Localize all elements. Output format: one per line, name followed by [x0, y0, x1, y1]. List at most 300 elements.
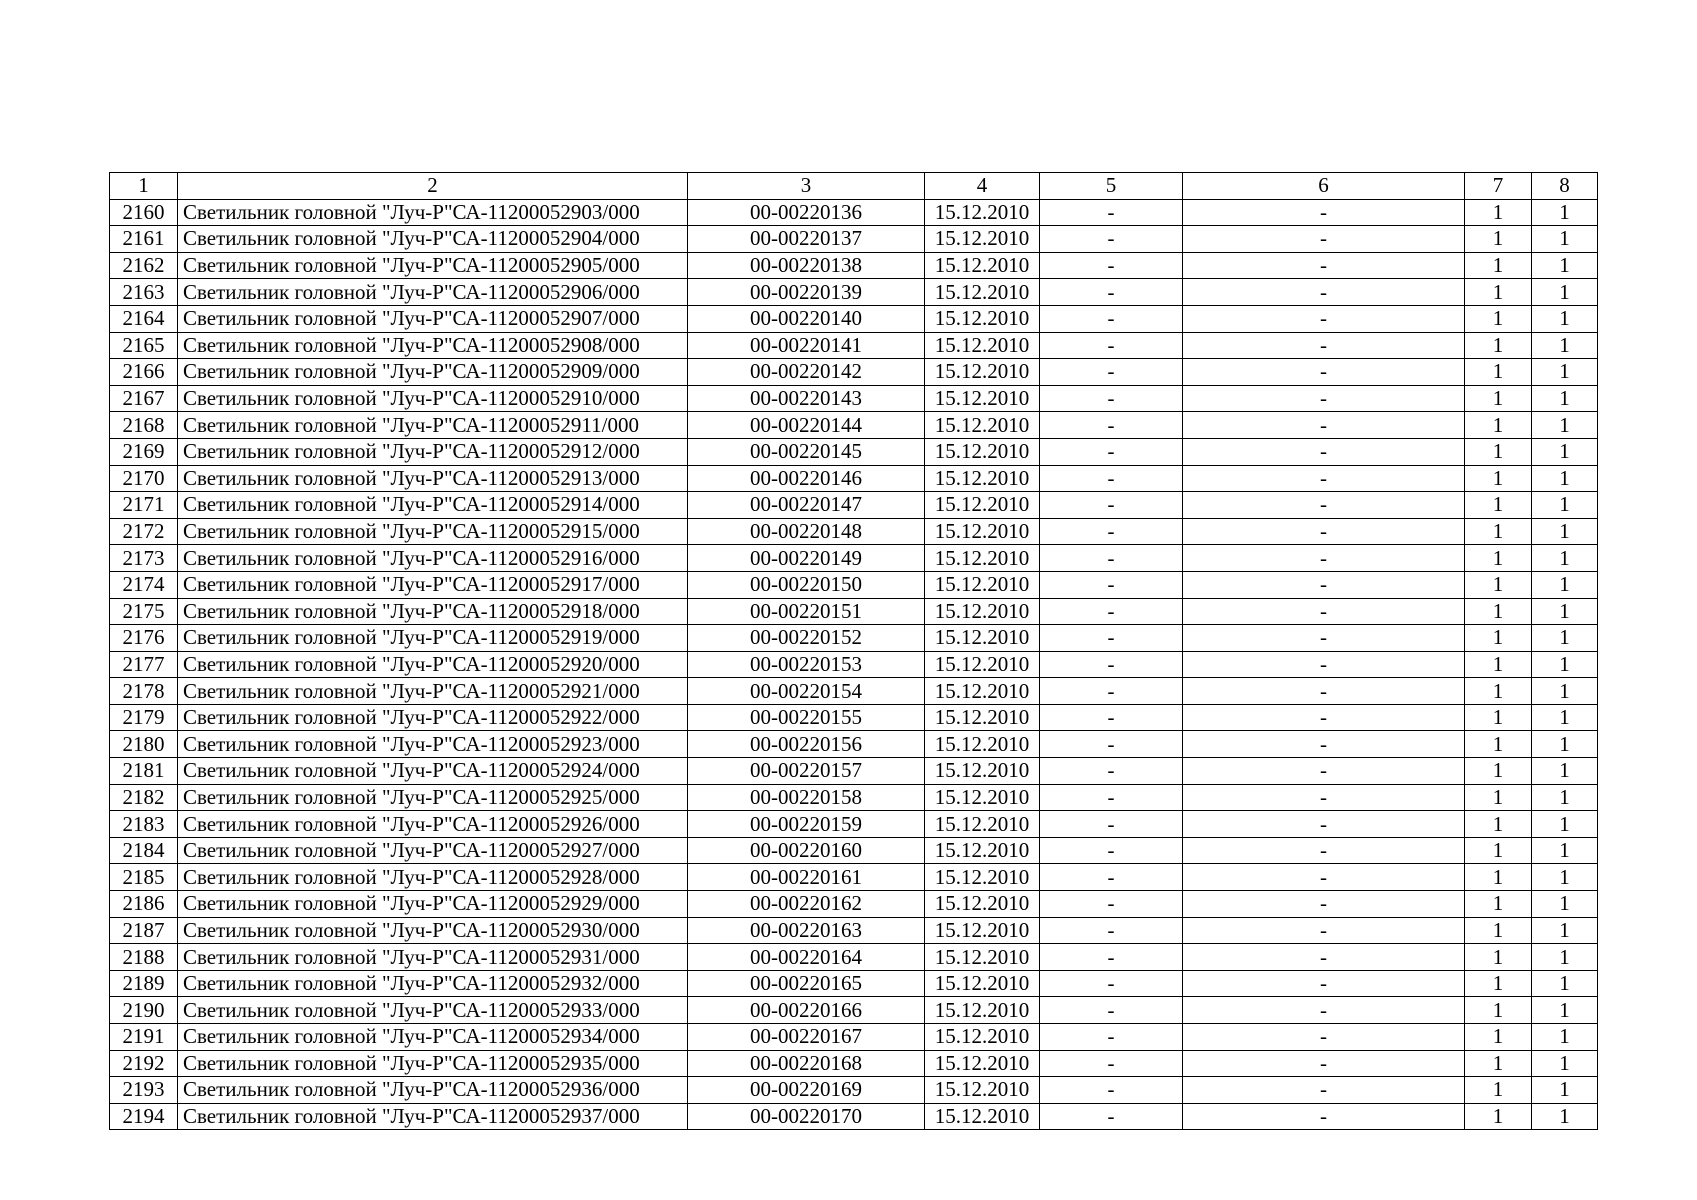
item-name-cell: Светильник головной "Луч-Р"СА-11200052906/000	[178, 279, 688, 306]
row-number-cell: 2164	[110, 305, 178, 332]
col-7-value-cell: 1	[1465, 332, 1532, 359]
row-number-cell: 2191	[110, 1024, 178, 1051]
col-8-value-cell: 1	[1532, 598, 1598, 625]
row-number-cell: 2173	[110, 545, 178, 572]
date-cell: 15.12.2010	[925, 758, 1040, 785]
col-5-value-cell: -	[1040, 837, 1183, 864]
item-name-cell: Светильник головной "Луч-Р"СА-11200052916/000	[178, 545, 688, 572]
inventory-number-cell: 00-00220154	[688, 678, 925, 705]
col-5-value-cell: -	[1040, 571, 1183, 598]
table-row	[110, 199, 1598, 226]
col-8-value-cell: 1	[1532, 252, 1598, 279]
date-cell: 15.12.2010	[925, 864, 1040, 891]
header-cell-col-7: 7	[1465, 173, 1532, 200]
col-7-value-cell: 1	[1465, 731, 1532, 758]
inventory-number-cell: 00-00220167	[688, 1024, 925, 1051]
table-row	[110, 944, 1598, 971]
table-row	[110, 332, 1598, 359]
inventory-number-cell: 00-00220137	[688, 226, 925, 253]
col-8-value-cell: 1	[1532, 359, 1598, 386]
row-number-cell: 2165	[110, 332, 178, 359]
col-7-value-cell: 1	[1465, 279, 1532, 306]
col-5-value-cell: -	[1040, 917, 1183, 944]
row-number-cell: 2167	[110, 385, 178, 412]
col-8-value-cell: 1	[1532, 758, 1598, 785]
col-5-value-cell: -	[1040, 678, 1183, 705]
col-5-value-cell: -	[1040, 625, 1183, 652]
col-6-value-cell: -	[1183, 412, 1465, 439]
col-6-value-cell: -	[1183, 891, 1465, 918]
date-cell: 15.12.2010	[925, 1077, 1040, 1104]
item-name-cell: Светильник головной "Луч-Р"СА-11200052927/000	[178, 837, 688, 864]
date-cell: 15.12.2010	[925, 1103, 1040, 1130]
date-cell: 15.12.2010	[925, 545, 1040, 572]
table-row	[110, 704, 1598, 731]
row-number-cell: 2187	[110, 917, 178, 944]
table-row	[110, 1050, 1598, 1077]
header-cell-col-6: 6	[1183, 173, 1465, 200]
col-5-value-cell: -	[1040, 651, 1183, 678]
row-number-cell: 2176	[110, 625, 178, 652]
col-8-value-cell: 1	[1532, 704, 1598, 731]
table-row	[110, 412, 1598, 439]
inventory-number-cell: 00-00220143	[688, 385, 925, 412]
inventory-number-cell: 00-00220170	[688, 1103, 925, 1130]
col-8-value-cell: 1	[1532, 385, 1598, 412]
row-number-cell: 2177	[110, 651, 178, 678]
inventory-number-cell: 00-00220155	[688, 704, 925, 731]
col-6-value-cell: -	[1183, 359, 1465, 386]
header-cell-col-8: 8	[1532, 173, 1598, 200]
table-row	[110, 359, 1598, 386]
item-name-cell: Светильник головной "Луч-Р"СА-11200052924/000	[178, 758, 688, 785]
table-row	[110, 625, 1598, 652]
col-6-value-cell: -	[1183, 199, 1465, 226]
col-5-value-cell: -	[1040, 811, 1183, 838]
col-6-value-cell: -	[1183, 438, 1465, 465]
date-cell: 15.12.2010	[925, 332, 1040, 359]
table-row	[110, 305, 1598, 332]
col-8-value-cell: 1	[1532, 917, 1598, 944]
inventory-number-cell: 00-00220151	[688, 598, 925, 625]
col-6-value-cell: -	[1183, 1024, 1465, 1051]
col-6-value-cell: -	[1183, 545, 1465, 572]
col-5-value-cell: -	[1040, 784, 1183, 811]
date-cell: 15.12.2010	[925, 625, 1040, 652]
col-5-value-cell: -	[1040, 412, 1183, 439]
item-name-cell: Светильник головной "Луч-Р"СА-11200052914/000	[178, 492, 688, 519]
col-6-value-cell: -	[1183, 651, 1465, 678]
table-row	[110, 731, 1598, 758]
col-8-value-cell: 1	[1532, 226, 1598, 253]
table-row	[110, 1024, 1598, 1051]
row-number-cell: 2186	[110, 891, 178, 918]
col-7-value-cell: 1	[1465, 492, 1532, 519]
col-6-value-cell: -	[1183, 279, 1465, 306]
col-5-value-cell: -	[1040, 545, 1183, 572]
col-6-value-cell: -	[1183, 731, 1465, 758]
col-5-value-cell: -	[1040, 279, 1183, 306]
col-8-value-cell: 1	[1532, 811, 1598, 838]
col-7-value-cell: 1	[1465, 625, 1532, 652]
col-6-value-cell: -	[1183, 704, 1465, 731]
row-number-cell: 2172	[110, 518, 178, 545]
table-row	[110, 252, 1598, 279]
date-cell: 15.12.2010	[925, 492, 1040, 519]
date-cell: 15.12.2010	[925, 970, 1040, 997]
header-cell-col-5: 5	[1040, 173, 1183, 200]
date-cell: 15.12.2010	[925, 811, 1040, 838]
col-7-value-cell: 1	[1465, 438, 1532, 465]
col-6-value-cell: -	[1183, 970, 1465, 997]
col-8-value-cell: 1	[1532, 944, 1598, 971]
row-number-cell: 2179	[110, 704, 178, 731]
item-name-cell: Светильник головной "Луч-Р"СА-11200052908/000	[178, 332, 688, 359]
col-5-value-cell: -	[1040, 465, 1183, 492]
row-number-cell: 2185	[110, 864, 178, 891]
date-cell: 15.12.2010	[925, 731, 1040, 758]
row-number-cell: 2178	[110, 678, 178, 705]
date-cell: 15.12.2010	[925, 199, 1040, 226]
col-8-value-cell: 1	[1532, 784, 1598, 811]
inventory-number-cell: 00-00220148	[688, 518, 925, 545]
col-5-value-cell: -	[1040, 731, 1183, 758]
col-8-value-cell: 1	[1532, 332, 1598, 359]
col-6-value-cell: -	[1183, 678, 1465, 705]
col-8-value-cell: 1	[1532, 492, 1598, 519]
col-8-value-cell: 1	[1532, 199, 1598, 226]
row-number-cell: 2183	[110, 811, 178, 838]
date-cell: 15.12.2010	[925, 891, 1040, 918]
col-7-value-cell: 1	[1465, 944, 1532, 971]
table-row	[110, 279, 1598, 306]
table-row	[110, 571, 1598, 598]
col-5-value-cell: -	[1040, 438, 1183, 465]
inventory-number-cell: 00-00220169	[688, 1077, 925, 1104]
inventory-number-cell: 00-00220166	[688, 997, 925, 1024]
col-6-value-cell: -	[1183, 385, 1465, 412]
col-5-value-cell: -	[1040, 891, 1183, 918]
header-cell-col-3: 3	[688, 173, 925, 200]
col-5-value-cell: -	[1040, 598, 1183, 625]
date-cell: 15.12.2010	[925, 651, 1040, 678]
col-7-value-cell: 1	[1465, 678, 1532, 705]
table-row	[110, 438, 1598, 465]
col-7-value-cell: 1	[1465, 252, 1532, 279]
inventory-number-cell: 00-00220162	[688, 891, 925, 918]
col-7-value-cell: 1	[1465, 811, 1532, 838]
inventory-number-cell: 00-00220161	[688, 864, 925, 891]
date-cell: 15.12.2010	[925, 944, 1040, 971]
col-6-value-cell: -	[1183, 226, 1465, 253]
row-number-cell: 2170	[110, 465, 178, 492]
date-cell: 15.12.2010	[925, 385, 1040, 412]
inventory-number-cell: 00-00220153	[688, 651, 925, 678]
col-5-value-cell: -	[1040, 864, 1183, 891]
item-name-cell: Светильник головной "Луч-Р"СА-11200052930/000	[178, 917, 688, 944]
col-8-value-cell: 1	[1532, 1050, 1598, 1077]
col-7-value-cell: 1	[1465, 864, 1532, 891]
col-5-value-cell: -	[1040, 492, 1183, 519]
row-number-cell: 2189	[110, 970, 178, 997]
col-6-value-cell: -	[1183, 811, 1465, 838]
col-7-value-cell: 1	[1465, 545, 1532, 572]
table-body	[110, 199, 1598, 1130]
inventory-number-cell: 00-00220136	[688, 199, 925, 226]
date-cell: 15.12.2010	[925, 704, 1040, 731]
inventory-number-cell: 00-00220147	[688, 492, 925, 519]
row-number-cell: 2192	[110, 1050, 178, 1077]
col-5-value-cell: -	[1040, 199, 1183, 226]
item-name-cell: Светильник головной "Луч-Р"СА-11200052937/000	[178, 1103, 688, 1130]
col-6-value-cell: -	[1183, 997, 1465, 1024]
inventory-number-cell: 00-00220144	[688, 412, 925, 439]
col-6-value-cell: -	[1183, 1077, 1465, 1104]
col-5-value-cell: -	[1040, 704, 1183, 731]
table-row	[110, 598, 1598, 625]
item-name-cell: Светильник головной "Луч-Р"СА-11200052931/000	[178, 944, 688, 971]
inventory-number-cell: 00-00220141	[688, 332, 925, 359]
col-5-value-cell: -	[1040, 252, 1183, 279]
inventory-table	[109, 172, 1598, 1130]
col-8-value-cell: 1	[1532, 625, 1598, 652]
date-cell: 15.12.2010	[925, 518, 1040, 545]
date-cell: 15.12.2010	[925, 997, 1040, 1024]
table-row	[110, 518, 1598, 545]
col-8-value-cell: 1	[1532, 412, 1598, 439]
col-5-value-cell: -	[1040, 944, 1183, 971]
row-number-cell: 2194	[110, 1103, 178, 1130]
item-name-cell: Светильник головной "Луч-Р"СА-11200052913/000	[178, 465, 688, 492]
col-6-value-cell: -	[1183, 305, 1465, 332]
inventory-number-cell: 00-00220163	[688, 917, 925, 944]
date-cell: 15.12.2010	[925, 359, 1040, 386]
item-name-cell: Светильник головной "Луч-Р"СА-11200052904/000	[178, 226, 688, 253]
table-row	[110, 545, 1598, 572]
header-cell-col-1: 1	[110, 173, 178, 200]
col-8-value-cell: 1	[1532, 1077, 1598, 1104]
inventory-number-cell: 00-00220157	[688, 758, 925, 785]
date-cell: 15.12.2010	[925, 279, 1040, 306]
col-5-value-cell: -	[1040, 518, 1183, 545]
table-row	[110, 651, 1598, 678]
col-8-value-cell: 1	[1532, 1024, 1598, 1051]
item-name-cell: Светильник головной "Луч-Р"СА-11200052936/000	[178, 1077, 688, 1104]
inventory-number-cell: 00-00220164	[688, 944, 925, 971]
item-name-cell: Светильник головной "Луч-Р"СА-11200052925/000	[178, 784, 688, 811]
inventory-number-cell: 00-00220150	[688, 571, 925, 598]
col-7-value-cell: 1	[1465, 917, 1532, 944]
col-7-value-cell: 1	[1465, 837, 1532, 864]
date-cell: 15.12.2010	[925, 465, 1040, 492]
col-6-value-cell: -	[1183, 518, 1465, 545]
date-cell: 15.12.2010	[925, 1050, 1040, 1077]
col-6-value-cell: -	[1183, 944, 1465, 971]
table-row	[110, 970, 1598, 997]
col-7-value-cell: 1	[1465, 385, 1532, 412]
item-name-cell: Светильник головной "Луч-Р"СА-11200052917/000	[178, 571, 688, 598]
col-6-value-cell: -	[1183, 1050, 1465, 1077]
row-number-cell: 2161	[110, 226, 178, 253]
col-7-value-cell: 1	[1465, 226, 1532, 253]
col-6-value-cell: -	[1183, 917, 1465, 944]
col-7-value-cell: 1	[1465, 891, 1532, 918]
table-row	[110, 492, 1598, 519]
row-number-cell: 2181	[110, 758, 178, 785]
col-5-value-cell: -	[1040, 332, 1183, 359]
table-row	[110, 226, 1598, 253]
col-8-value-cell: 1	[1532, 678, 1598, 705]
col-6-value-cell: -	[1183, 465, 1465, 492]
date-cell: 15.12.2010	[925, 438, 1040, 465]
inventory-number-cell: 00-00220168	[688, 1050, 925, 1077]
col-7-value-cell: 1	[1465, 412, 1532, 439]
date-cell: 15.12.2010	[925, 571, 1040, 598]
col-7-value-cell: 1	[1465, 518, 1532, 545]
header-cell-col-2: 2	[178, 173, 688, 200]
table-row	[110, 678, 1598, 705]
table-row	[110, 784, 1598, 811]
col-8-value-cell: 1	[1532, 864, 1598, 891]
inventory-number-cell: 00-00220165	[688, 970, 925, 997]
col-6-value-cell: -	[1183, 598, 1465, 625]
table-header	[110, 173, 1598, 200]
item-name-cell: Светильник головной "Луч-Р"СА-11200052919/000	[178, 625, 688, 652]
col-6-value-cell: -	[1183, 784, 1465, 811]
row-number-cell: 2162	[110, 252, 178, 279]
inventory-number-cell: 00-00220145	[688, 438, 925, 465]
inventory-number-cell: 00-00220139	[688, 279, 925, 306]
col-7-value-cell: 1	[1465, 758, 1532, 785]
date-cell: 15.12.2010	[925, 226, 1040, 253]
col-8-value-cell: 1	[1532, 571, 1598, 598]
col-7-value-cell: 1	[1465, 651, 1532, 678]
item-name-cell: Светильник головной "Луч-Р"СА-11200052921/000	[178, 678, 688, 705]
col-6-value-cell: -	[1183, 252, 1465, 279]
col-7-value-cell: 1	[1465, 598, 1532, 625]
col-8-value-cell: 1	[1532, 438, 1598, 465]
item-name-cell: Светильник головной "Луч-Р"СА-11200052912/000	[178, 438, 688, 465]
inventory-number-cell: 00-00220138	[688, 252, 925, 279]
col-5-value-cell: -	[1040, 758, 1183, 785]
col-8-value-cell: 1	[1532, 731, 1598, 758]
row-number-cell: 2190	[110, 997, 178, 1024]
header-cell-col-4: 4	[925, 173, 1040, 200]
col-5-value-cell: -	[1040, 305, 1183, 332]
col-7-value-cell: 1	[1465, 305, 1532, 332]
date-cell: 15.12.2010	[925, 917, 1040, 944]
item-name-cell: Светильник головной "Луч-Р"СА-11200052910/000	[178, 385, 688, 412]
inventory-number-cell: 00-00220142	[688, 359, 925, 386]
col-8-value-cell: 1	[1532, 970, 1598, 997]
inventory-number-cell: 00-00220152	[688, 625, 925, 652]
date-cell: 15.12.2010	[925, 1024, 1040, 1051]
inventory-number-cell: 00-00220158	[688, 784, 925, 811]
inventory-number-cell: 00-00220156	[688, 731, 925, 758]
item-name-cell: Светильник головной "Луч-Р"СА-11200052928/000	[178, 864, 688, 891]
row-number-cell: 2171	[110, 492, 178, 519]
col-7-value-cell: 1	[1465, 970, 1532, 997]
row-number-cell: 2166	[110, 359, 178, 386]
row-number-cell: 2163	[110, 279, 178, 306]
col-5-value-cell: -	[1040, 1077, 1183, 1104]
item-name-cell: Светильник головной "Луч-Р"СА-11200052903/000	[178, 199, 688, 226]
date-cell: 15.12.2010	[925, 837, 1040, 864]
col-6-value-cell: -	[1183, 1103, 1465, 1130]
inventory-number-cell: 00-00220146	[688, 465, 925, 492]
col-6-value-cell: -	[1183, 625, 1465, 652]
date-cell: 15.12.2010	[925, 598, 1040, 625]
item-name-cell: Светильник головной "Луч-Р"СА-11200052922/000	[178, 704, 688, 731]
table-row	[110, 465, 1598, 492]
row-number-cell: 2175	[110, 598, 178, 625]
col-7-value-cell: 1	[1465, 199, 1532, 226]
col-8-value-cell: 1	[1532, 837, 1598, 864]
col-8-value-cell: 1	[1532, 465, 1598, 492]
col-8-value-cell: 1	[1532, 891, 1598, 918]
item-name-cell: Светильник головной "Луч-Р"СА-11200052932/000	[178, 970, 688, 997]
col-6-value-cell: -	[1183, 758, 1465, 785]
row-number-cell: 2169	[110, 438, 178, 465]
col-5-value-cell: -	[1040, 1024, 1183, 1051]
date-cell: 15.12.2010	[925, 412, 1040, 439]
item-name-cell: Светильник головной "Луч-Р"СА-11200052934/000	[178, 1024, 688, 1051]
table-row	[110, 811, 1598, 838]
col-7-value-cell: 1	[1465, 571, 1532, 598]
col-5-value-cell: -	[1040, 997, 1183, 1024]
table-row	[110, 864, 1598, 891]
col-8-value-cell: 1	[1532, 279, 1598, 306]
col-7-value-cell: 1	[1465, 784, 1532, 811]
table-row	[110, 917, 1598, 944]
row-number-cell: 2188	[110, 944, 178, 971]
item-name-cell: Светильник головной "Луч-Р"СА-11200052907/000	[178, 305, 688, 332]
item-name-cell: Светильник головной "Луч-Р"СА-11200052933/000	[178, 997, 688, 1024]
header-row	[110, 173, 1598, 200]
item-name-cell: Светильник головной "Луч-Р"СА-11200052909/000	[178, 359, 688, 386]
col-7-value-cell: 1	[1465, 1103, 1532, 1130]
table-row	[110, 385, 1598, 412]
col-8-value-cell: 1	[1532, 305, 1598, 332]
col-5-value-cell: -	[1040, 970, 1183, 997]
row-number-cell: 2182	[110, 784, 178, 811]
col-6-value-cell: -	[1183, 332, 1465, 359]
inventory-number-cell: 00-00220160	[688, 837, 925, 864]
inventory-number-cell: 00-00220159	[688, 811, 925, 838]
item-name-cell: Светильник головной "Луч-Р"СА-11200052920/000	[178, 651, 688, 678]
col-6-value-cell: -	[1183, 864, 1465, 891]
item-name-cell: Светильник головной "Луч-Р"СА-11200052923/000	[178, 731, 688, 758]
table-row	[110, 1103, 1598, 1130]
inventory-number-cell: 00-00220149	[688, 545, 925, 572]
col-7-value-cell: 1	[1465, 1050, 1532, 1077]
col-7-value-cell: 1	[1465, 1077, 1532, 1104]
item-name-cell: Светильник головной "Луч-Р"СА-11200052915/000	[178, 518, 688, 545]
item-name-cell: Светильник головной "Луч-Р"СА-11200052926/000	[178, 811, 688, 838]
item-name-cell: Светильник головной "Луч-Р"СА-11200052905/000	[178, 252, 688, 279]
col-8-value-cell: 1	[1532, 651, 1598, 678]
row-number-cell: 2168	[110, 412, 178, 439]
col-8-value-cell: 1	[1532, 518, 1598, 545]
row-number-cell: 2184	[110, 837, 178, 864]
col-6-value-cell: -	[1183, 837, 1465, 864]
col-7-value-cell: 1	[1465, 997, 1532, 1024]
col-8-value-cell: 1	[1532, 997, 1598, 1024]
col-7-value-cell: 1	[1465, 465, 1532, 492]
table-row	[110, 997, 1598, 1024]
date-cell: 15.12.2010	[925, 252, 1040, 279]
col-5-value-cell: -	[1040, 385, 1183, 412]
